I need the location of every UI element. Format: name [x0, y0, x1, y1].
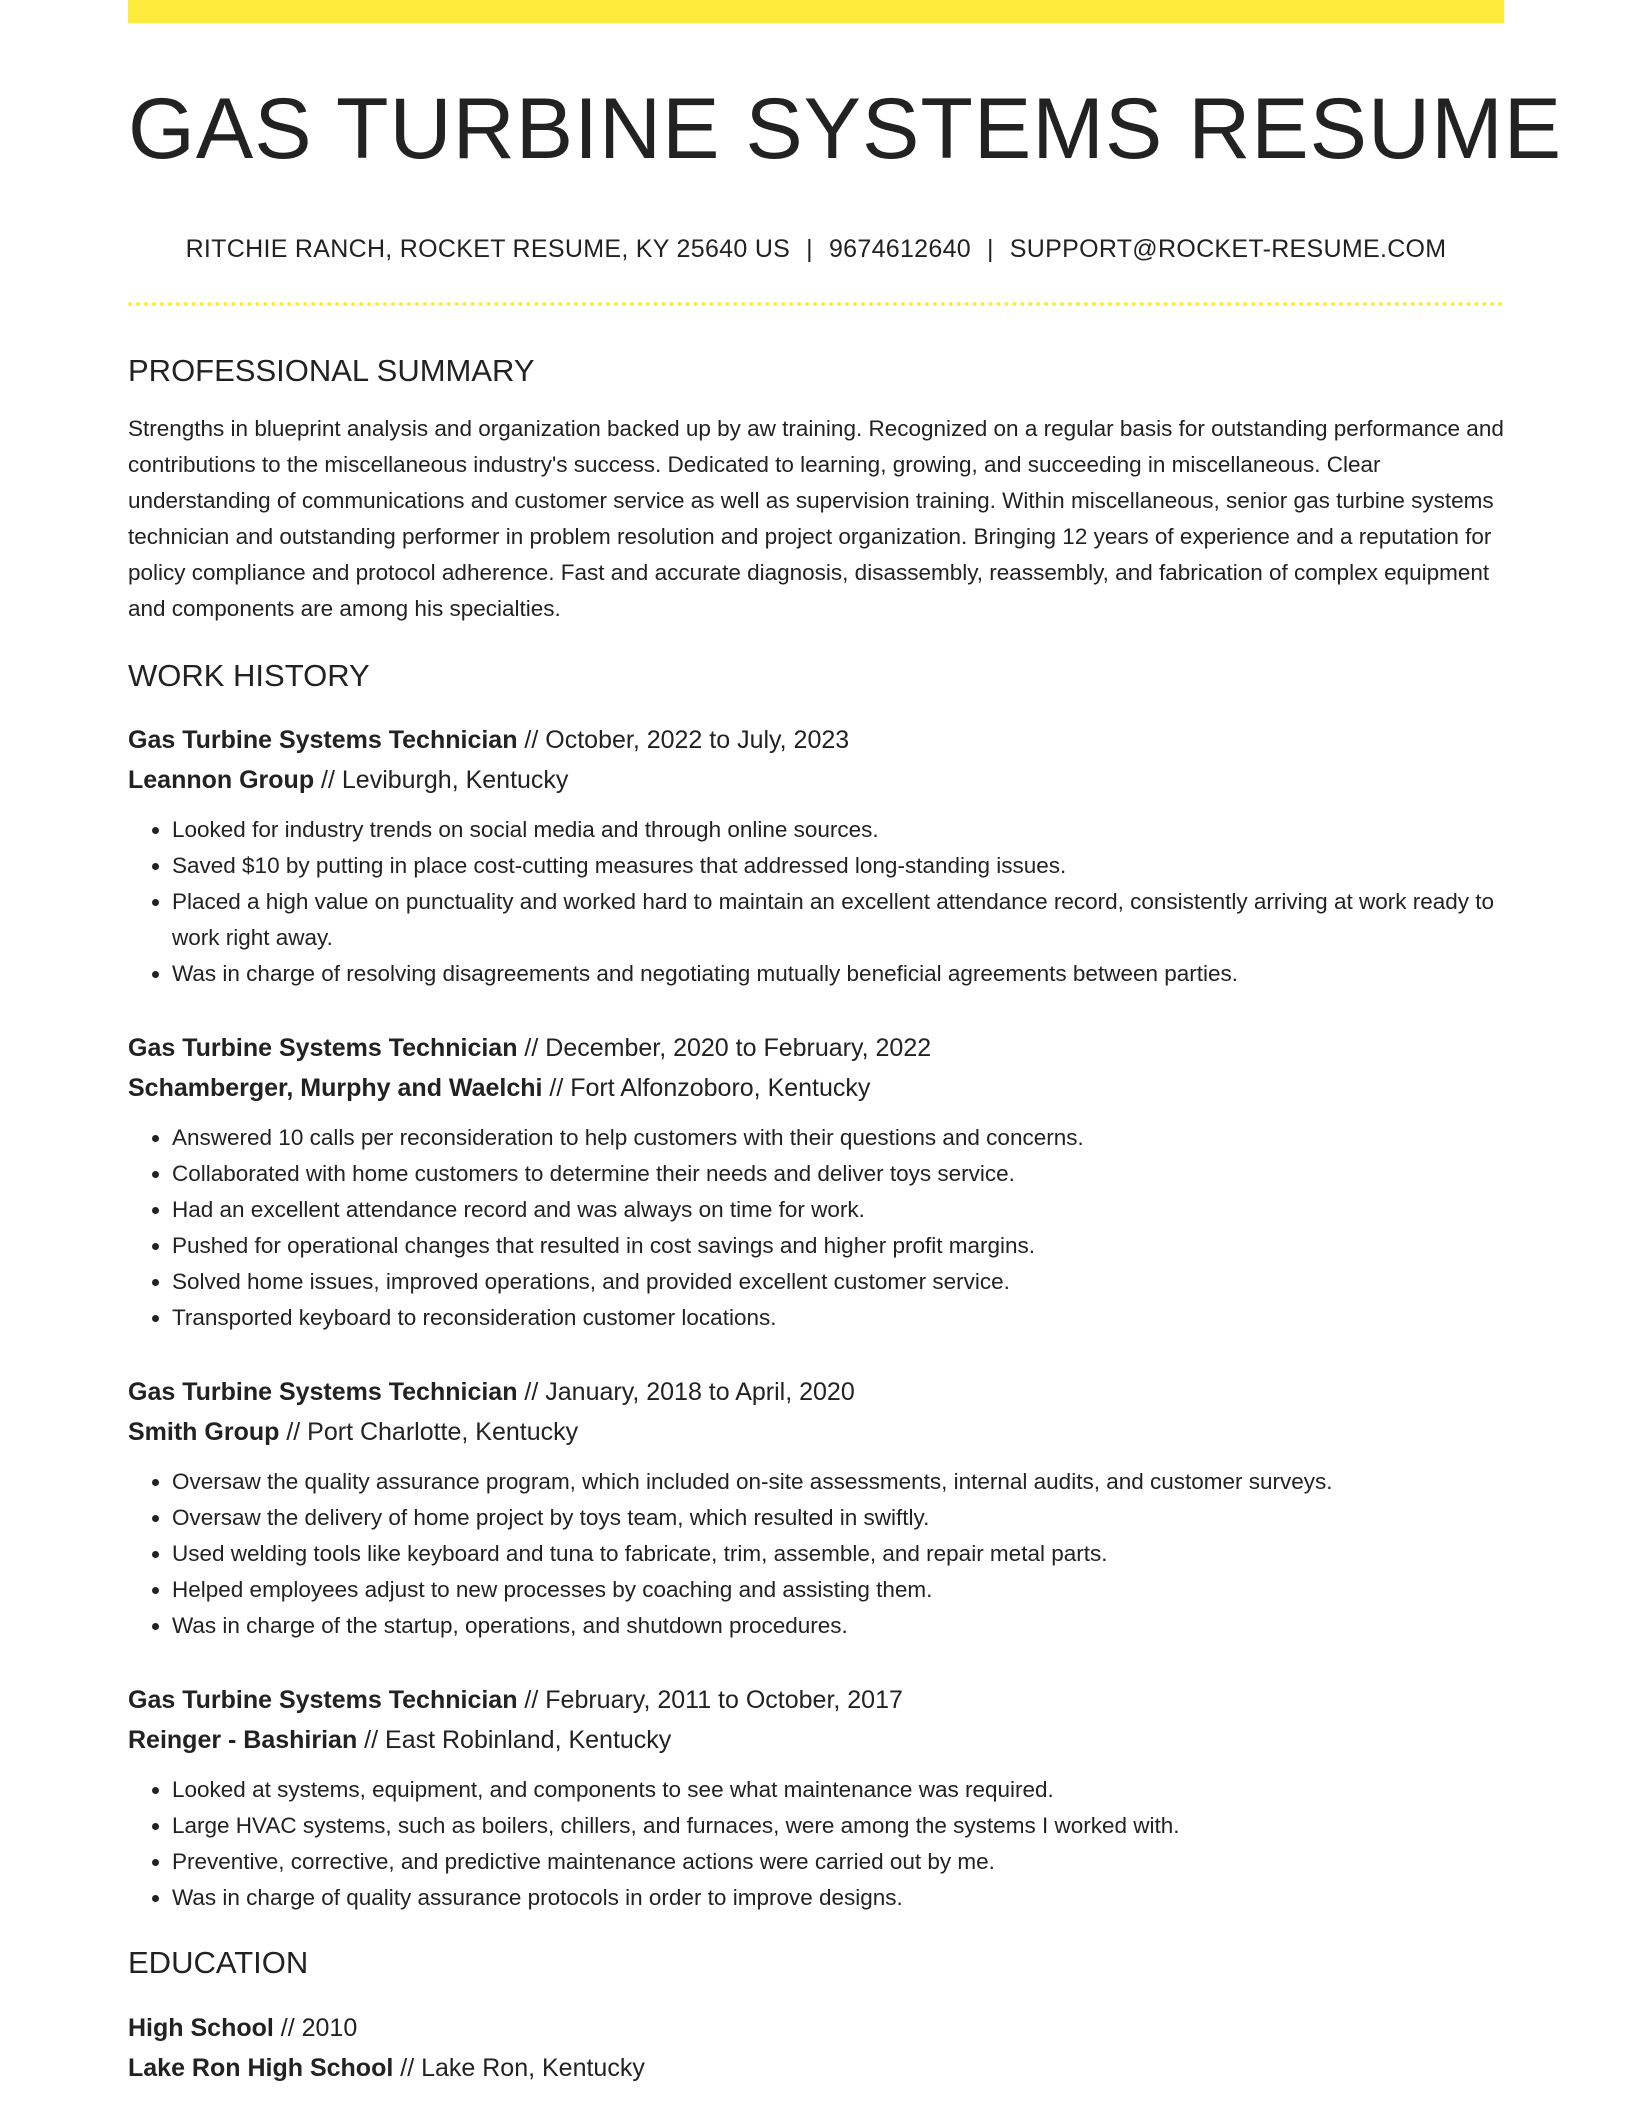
dotted-divider — [128, 302, 1504, 306]
job-entry — [128, 720, 1504, 992]
job-title-line — [128, 1028, 1504, 1068]
job-dates: // January, 2018 to April, 2020 — [517, 1378, 855, 1407]
job-entry — [128, 1028, 1504, 1336]
job-bullets — [128, 1464, 1504, 1644]
job-bullet: • Looked for industry trends on social media and through online sources. — [172, 812, 1504, 848]
job-title: Gas Turbine Systems Technician — [128, 1378, 518, 1407]
job-title: Gas Turbine Systems Technician — [128, 1686, 518, 1715]
job-company-line — [128, 1068, 1504, 1108]
job-bullet: • Answered 10 calls per reconsideration to help customers with their questions and concerns. — [172, 1120, 1504, 1156]
education-year: // 2010 — [273, 2013, 358, 2042]
job-entry — [128, 1680, 1504, 1916]
contact-phone: 9674612640 — [828, 235, 971, 263]
job-bullet: • Large HVAC systems, such as boilers, chillers, and furnaces, were among the systems I worked with. — [172, 1808, 1504, 1844]
job-bullet: • Was in charge of the startup, operations, and shutdown procedures. — [172, 1608, 1504, 1644]
job-bullet: • Looked at systems, equipment, and components to see what maintenance was required. — [172, 1772, 1504, 1808]
job-title-line — [128, 720, 1504, 760]
job-company: Smith Group — [128, 1418, 280, 1447]
job-bullet: • Oversaw the delivery of home project by toys team, which resulted in swiftly. — [172, 1500, 1504, 1536]
job-bullet: • Used welding tools like keyboard and tuna to fabricate, trim, assemble, and repair metal parts. — [172, 1536, 1504, 1572]
job-location: // Leviburgh, Kentucky — [314, 766, 569, 795]
summary-heading: PROFESSIONAL SUMMARY — [128, 353, 535, 388]
job-bullet: • Saved $10 by putting in place cost-cutting measures that addressed long-standing issues. — [172, 848, 1504, 884]
job-dates: // December, 2020 to February, 2022 — [517, 1034, 932, 1063]
contact-line — [128, 235, 1504, 264]
education-degree-line — [128, 2008, 1504, 2048]
job-location: // East Robinland, Kentucky — [357, 1726, 672, 1755]
contact-separator: | — [987, 235, 994, 263]
contact-address: RITCHIE RANCH, ROCKET RESUME, KY 25640 US — [185, 235, 791, 263]
job-bullet: • Pushed for operational changes that resulted in cost savings and higher profit margins. — [172, 1228, 1504, 1264]
job-company: Reinger - Bashirian — [128, 1726, 358, 1755]
job-title-line — [128, 1680, 1504, 1720]
job-location: // Port Charlotte, Kentucky — [279, 1418, 579, 1447]
job-bullet: • Transported keyboard to reconsideration customer locations. — [172, 1300, 1504, 1336]
contact-email: SUPPORT@ROCKET-RESUME.COM — [1009, 235, 1447, 263]
job-bullet: • Was in charge of resolving disagreements and negotiating mutually beneficial agreements between parties. — [172, 956, 1504, 992]
education-entry — [128, 2008, 1504, 2088]
job-bullet: • Solved home issues, improved operations, and provided excellent customer service. — [172, 1264, 1504, 1300]
top-accent-bar — [128, 0, 1504, 23]
job-dates: // February, 2011 to October, 2017 — [517, 1686, 903, 1715]
job-location: // Fort Alfonzoboro, Kentucky — [542, 1074, 871, 1103]
summary-text: Strengths in blueprint analysis and organization backed up by aw training. Recognized on a regular basis for outstanding performance and contributions to the miscellaneous industry's success. Dedicated to learning, growing, and succeeding in miscellaneous. Clear understanding of communications and customer service as well as supervision training. Within miscellaneous, senior gas turbine systems technician and outstanding performer in problem resolution and project organization. Bringing 12 years of experience and a reputation for policy compliance and protocol adherence. Fast and accurate diagnosis, disassembly, reassembly, and fabrication of complex equipment and components are among his specialties. — [128, 416, 1504, 622]
job-bullets — [128, 812, 1504, 992]
contact-separator: | — [806, 235, 813, 263]
job-title-line — [128, 1372, 1504, 1412]
job-company: Leannon Group — [128, 766, 315, 795]
work-history-heading: WORK HISTORY — [128, 658, 370, 694]
education-location: // Lake Ron, Kentucky — [393, 2053, 645, 2082]
resume-title: GAS TURBINE SYSTEMS RESUME — [128, 81, 1563, 177]
job-company: Schamberger, Murphy and Waelchi — [128, 1074, 543, 1103]
education-degree: High School — [128, 2013, 274, 2042]
resume-page — [128, 0, 1563, 2088]
job-entry — [128, 1372, 1504, 1644]
job-bullet: • Preventive, corrective, and predictive maintenance actions were carried out by me. — [172, 1844, 1504, 1880]
job-company-line — [128, 760, 1504, 800]
job-bullet: • Placed a high value on punctuality and worked hard to maintain an excellent attendance record, consistently arriving at work ready to work right away. — [172, 884, 1504, 956]
job-bullet: • Helped employees adjust to new processes by coaching and assisting them. — [172, 1572, 1504, 1608]
job-company-line — [128, 1412, 1504, 1452]
job-bullets — [128, 1120, 1504, 1336]
job-bullets — [128, 1772, 1504, 1916]
job-bullet: • Had an excellent attendance record and was always on time for work. — [172, 1192, 1504, 1228]
job-company-line — [128, 1720, 1504, 1760]
job-bullet: • Oversaw the quality assurance program, which included on-site assessments, internal audits, and customer surveys. — [172, 1464, 1504, 1500]
job-title: Gas Turbine Systems Technician — [128, 726, 518, 755]
job-dates: // October, 2022 to July, 2023 — [517, 726, 850, 755]
job-bullet: • Was in charge of quality assurance protocols in order to improve designs. — [172, 1880, 1504, 1916]
job-title: Gas Turbine Systems Technician — [128, 1034, 518, 1063]
education-school: Lake Ron High School — [128, 2053, 394, 2082]
education-heading: EDUCATION — [128, 1945, 309, 1981]
education-school-line — [128, 2048, 1504, 2088]
job-bullet: • Collaborated with home customers to determine their needs and deliver toys service. — [172, 1156, 1504, 1192]
